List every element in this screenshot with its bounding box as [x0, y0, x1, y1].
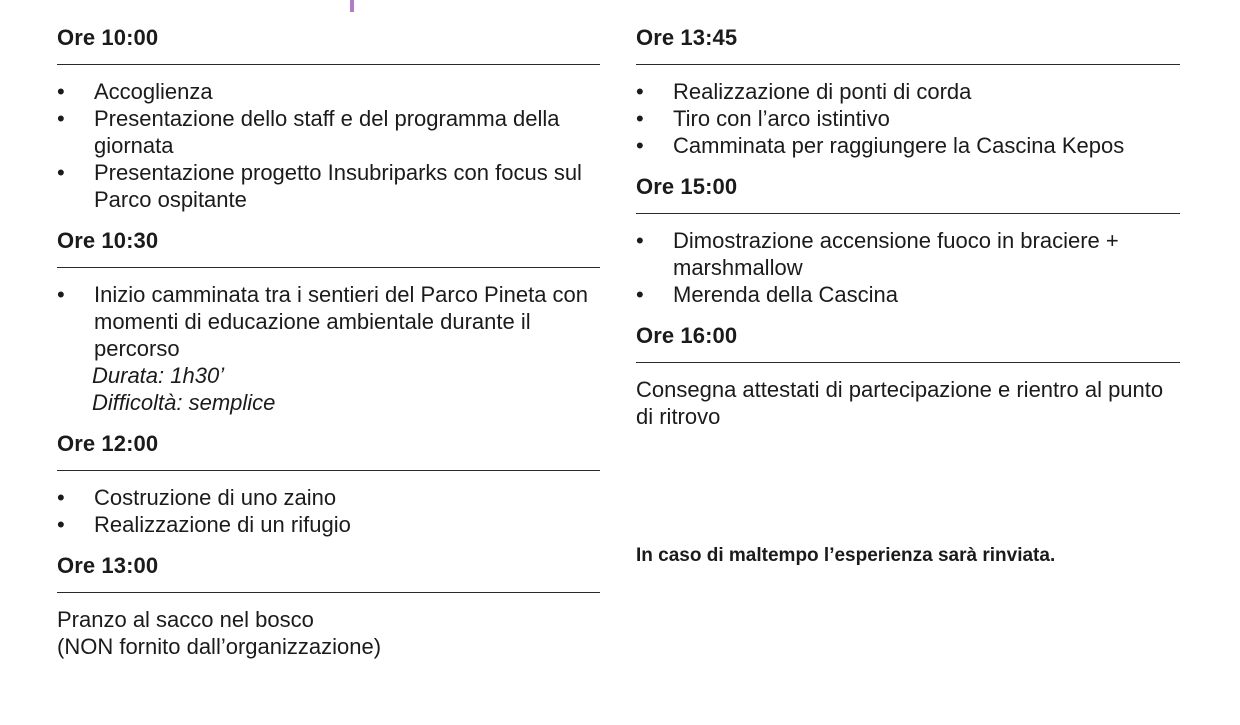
schedule-left-column [57, 24, 600, 660]
section-body [636, 65, 1180, 159]
activity-list [57, 484, 600, 538]
section-time-heading: Ore 13:45 [636, 25, 738, 50]
section-time-heading: Ore 15:00 [636, 174, 738, 199]
schedule-section [57, 552, 600, 660]
activity-text: Dimostrazione accensione fuoco in braciere + marshmallow [673, 228, 1119, 280]
bullet-icon: • [57, 282, 65, 307]
list-item [636, 105, 1180, 132]
bullet-icon: • [57, 485, 65, 510]
list-item [57, 105, 600, 159]
section-time-heading: Ore 16:00 [636, 323, 738, 348]
lunch-text: Pranzo al sacco nel bosco [57, 607, 314, 632]
schedule-section [57, 24, 600, 213]
section-body [57, 268, 600, 416]
activity-list [636, 227, 1180, 308]
weather-notice: In caso di maltempo l’esperienza sarà rinviata. [636, 545, 1056, 566]
section-body [636, 363, 1180, 430]
activity-text: Accoglienza [94, 79, 213, 104]
section-body [57, 471, 600, 538]
list-item [636, 132, 1180, 159]
activity-text: Costruzione di uno zaino [94, 485, 337, 510]
schedule-section [636, 322, 1180, 430]
section-time-heading: Ore 10:30 [57, 228, 159, 253]
schedule-section [636, 173, 1180, 308]
list-item [636, 78, 1180, 105]
activity-text: Merenda della Cascina [673, 282, 899, 307]
bullet-icon: • [57, 79, 65, 104]
difficulty-note: Difficoltà: semplice [92, 390, 276, 415]
bullet-icon: • [636, 79, 644, 104]
activity-text: Inizio camminata tra i sentieri del Parco Pineta con momenti di educazione ambientale durante il percorso [94, 282, 589, 361]
section-body [636, 214, 1180, 308]
bullet-icon: • [636, 133, 644, 158]
activity-text: Presentazione dello staff e del programma della giornata [94, 106, 560, 158]
schedule-section [57, 430, 600, 538]
activity-text: Camminata per raggiungere la Cascina Kepos [673, 133, 1125, 158]
activity-text: Realizzazione di un rifugio [94, 512, 351, 537]
list-item [636, 227, 1180, 281]
section-time-heading: Ore 13:00 [57, 553, 159, 578]
schedule-section [636, 24, 1180, 159]
duration-note: Durata: 1h30’ [92, 363, 225, 388]
bullet-icon: • [636, 282, 644, 307]
bullet-icon: • [636, 228, 644, 253]
bullet-icon: • [57, 160, 65, 185]
closing-text: Consegna attestati di partecipazione e rientro al punto di ritrovo [636, 377, 1164, 429]
list-item [57, 281, 600, 362]
bullet-icon: • [636, 106, 644, 131]
section-body [57, 593, 600, 660]
bullet-icon: • [57, 512, 65, 537]
schedule-section [57, 227, 600, 416]
activity-text: Presentazione progetto Insubriparks con focus sul Parco ospitante [94, 160, 582, 212]
section-time-heading: Ore 12:00 [57, 431, 159, 456]
lunch-note: (NON fornito dall’organizzazione) [57, 634, 382, 659]
schedule-right-column [636, 24, 1180, 430]
list-item [57, 159, 600, 213]
activity-text: Tiro con l’arco istintivo [673, 106, 890, 131]
activity-list [636, 78, 1180, 159]
list-item [636, 281, 1180, 308]
bullet-icon: • [57, 106, 65, 131]
activity-list [57, 78, 600, 213]
activity-text: Realizzazione di ponti di corda [673, 79, 972, 104]
list-item [57, 484, 600, 511]
accent-mark [350, 0, 354, 12]
list-item [57, 78, 600, 105]
list-item [57, 511, 600, 538]
section-body [57, 65, 600, 213]
activity-list [57, 281, 600, 362]
section-time-heading: Ore 10:00 [57, 25, 159, 50]
